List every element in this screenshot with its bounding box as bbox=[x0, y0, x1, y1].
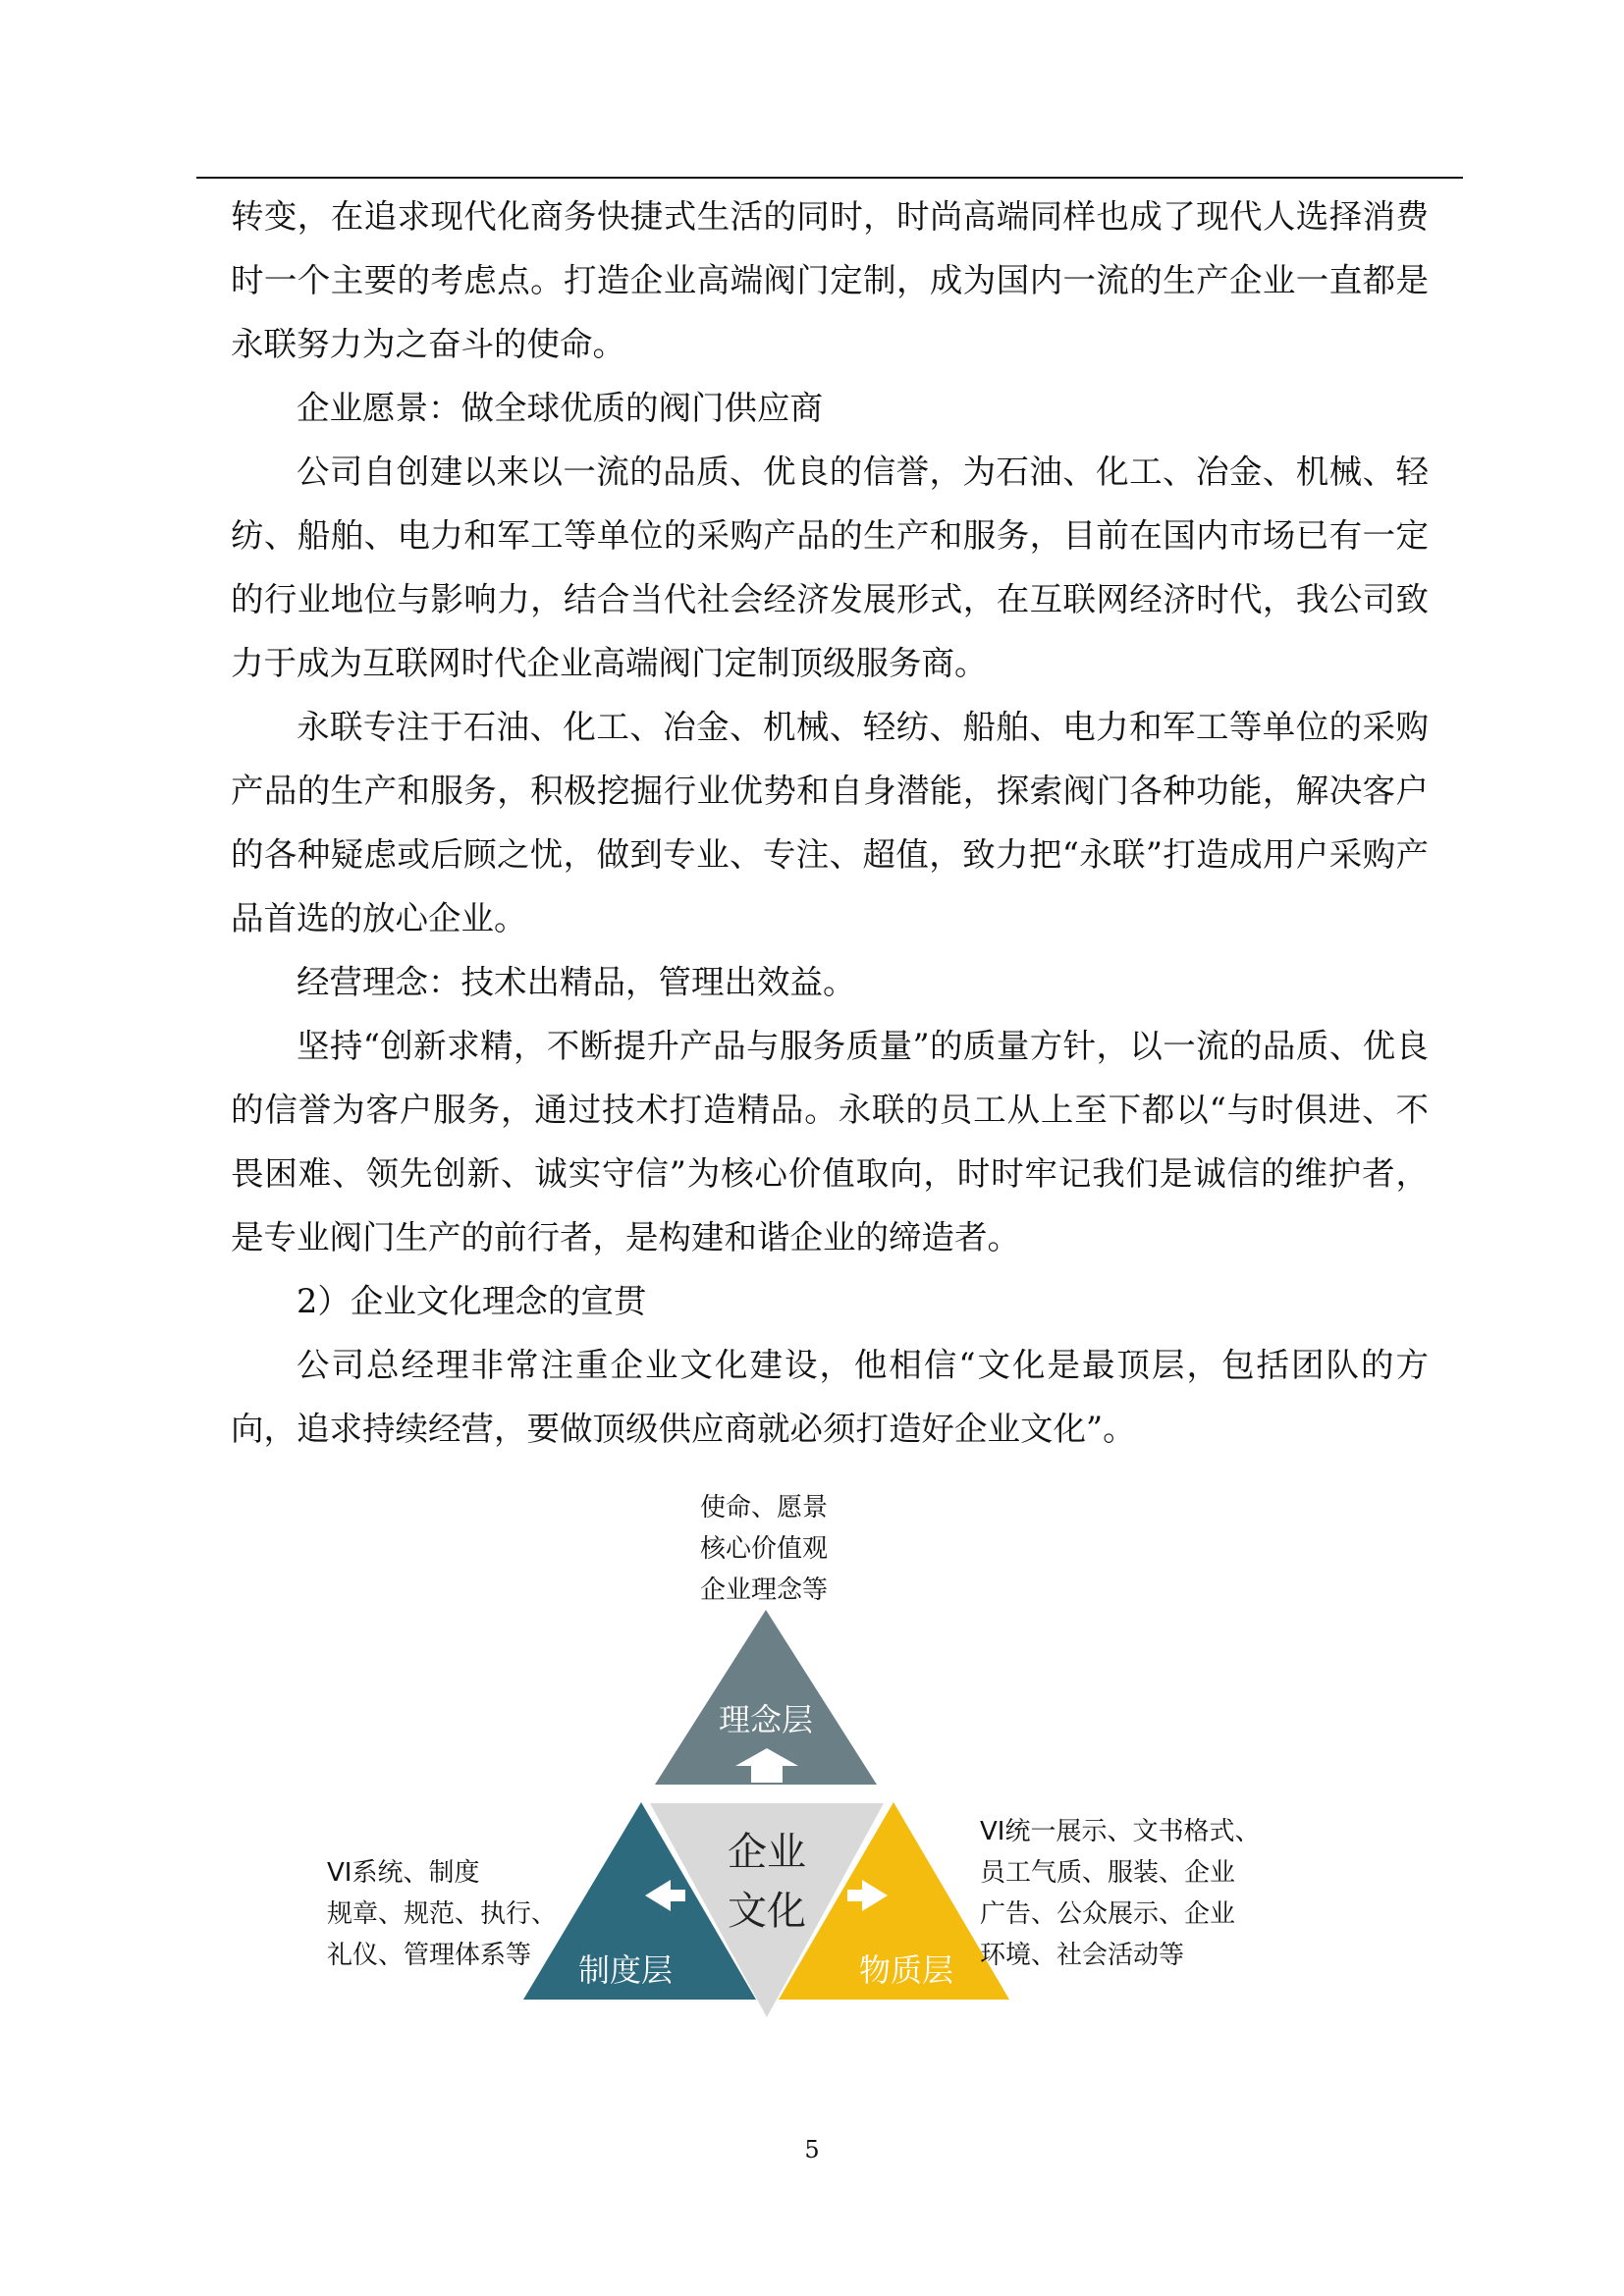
concept-layer-label: 理念层 bbox=[719, 1701, 814, 1738]
concept-layer-caption: 使命、愿景 核心价值观 企业理念等 bbox=[700, 1493, 829, 1605]
paragraph: 公司总经理非常注重企业文化建设，他相信“文化是最顶层，包括团队的方向，追求持续经营，要做顶级供应商就必须打造好企业文化”。 bbox=[231, 1346, 1429, 1448]
system-layer-label: 制度层 bbox=[578, 1951, 674, 1989]
paragraph: 转变，在追求现代化商务快捷式生活的同时，时尚高端同样也成了现代人选择消费时一个主要的考虑点。打造企业高端阀门定制，成为国内一流的生产企业一直都是永联努力为之奋斗的使命。 bbox=[231, 197, 1429, 363]
center-label: 企业 文化 bbox=[728, 1830, 806, 1934]
vision-heading: 企业愿景：做全球优质的阀门供应商 bbox=[297, 389, 823, 427]
culture-diagram bbox=[295, 1487, 1375, 2037]
material-layer-label: 物质层 bbox=[859, 1951, 954, 1989]
section-heading: 2）企业文化理念的宣贯 bbox=[297, 1282, 647, 1320]
page-number: 5 bbox=[804, 2136, 820, 2163]
paragraph: 坚持“创新求精，不断提升产品与服务质量”的质量方针，以一流的品质、优良的信誉为客户服务，通过技术打造精品。永联的员工从上至下都以“与时俱进、不畏困难、领先创新、诚实守信”为核心价值取向，时时牢记我们是诚信的维护者，是专业阀门生产的前行者，是构建和谐企业的缔造者。 bbox=[231, 1027, 1429, 1256]
philosophy-heading: 经营理念：技术出精品，管理出效益。 bbox=[297, 963, 856, 1001]
header-rule bbox=[196, 177, 1463, 179]
material-layer-caption: VI统一展示、文书格式、 员工气质、服装、企业 广告、公众展示、企业 环境、社会活动等 bbox=[980, 1817, 1261, 1970]
paragraph: 公司自创建以来以一流的品质、优良的信誉，为石油、化工、冶金、机械、轻纺、船舶、电力和军工等单位的采购产品的生产和服务，目前在国内市场已有一定的行业地位与影响力，结合当代社会经济发展形式，在互联网经济时代，我公司致力于成为互联网时代企业高端阀门定制顶级服务商。 bbox=[231, 453, 1429, 682]
system-layer-caption: VI系统、制度 规章、规范、执行、 礼仪、管理体系等 bbox=[327, 1858, 558, 1970]
paragraph: 永联专注于石油、化工、冶金、机械、轻纺、船舶、电力和军工等单位的采购产品的生产和服务，积极挖掘行业优势和自身潜能，探索阀门各种功能，解决客户的各种疑虑或后顾之忧，做到专业、专注、超值，致力把“永联”打造成用户采购产品首选的放心企业。 bbox=[231, 708, 1429, 937]
body-text bbox=[231, 185, 1429, 1461]
